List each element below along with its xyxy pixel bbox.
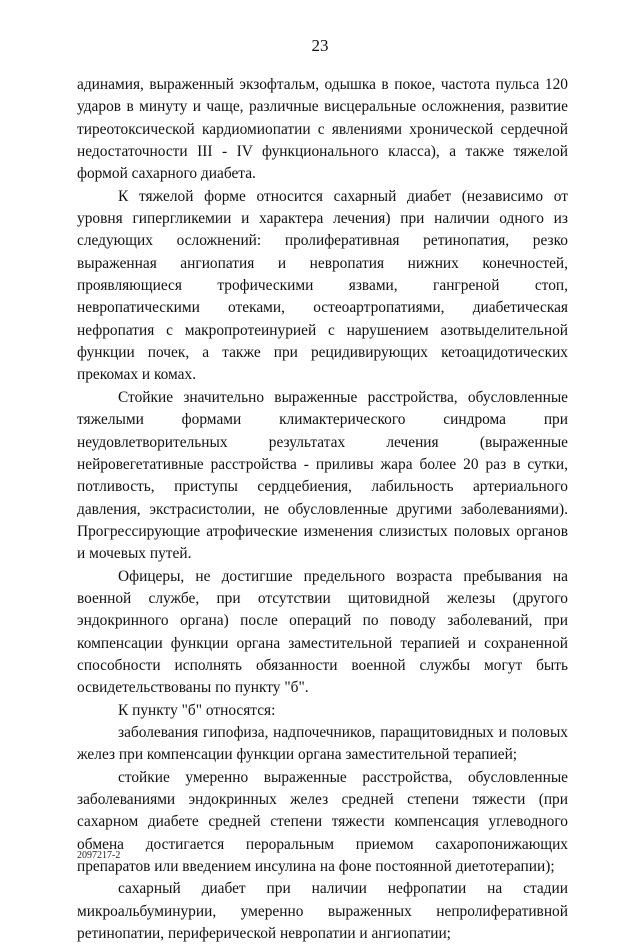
document-code: 2097217-2 xyxy=(77,850,121,861)
paragraph-2: К тяжелой форме относится сахарный диабет (независимо от уровня гипергликемии и характера лечения) при наличии одного из следующих осложнений: пролиферативная ретинопатия, резко выраженная ангиопатия и невропатия нижних конечностей, проявляющиеся трофическими язвами, гангреной стоп, невропатическими отеками, остеоартропатиями, диабетическая нефропатия с макропротеинурией с нарушением азотвыделительной функции почек, а также при рецидивирующих кетоацидотических прекомах и комах. xyxy=(77,187,568,384)
paragraph-5: К пункту "б" относятся: xyxy=(118,701,276,719)
paragraph-7: стойкие умеренно выраженные расстройства, обусловленные заболеваниями эндокринных желез средней степени тяжести (при сахарном диабете средней степени тяжести компенсация углеводного обмена достигается пероральным приемом сахаропонижающих препаратов или введением инсулина на фоне постоянной диетотерапии); xyxy=(77,768,568,876)
document-body xyxy=(77,74,568,945)
paragraph-8: сахарный диабет при наличии нефропатии на стадии микроальбуминурии, умеренно выраженных непролиферативной ретинопатии, периферической невропатии и ангиопатии; xyxy=(77,880,568,943)
paragraph-4: Офицеры, не достигшие предельного возраста пребывания на военной службе, при отсутствии щитовидной железы (другого эндокринного органа) после операций по поводу заболеваний, при компенсации функции органа заместительной терапией и сохраненной способности исполнять обязанности военной службы могут быть освидетельствованы по пункту "б". xyxy=(77,567,568,697)
paragraph-3: Стойкие значительно выраженные расстройства, обусловленные тяжелыми формами климактерического синдрома при неудовлетворительных результатах лечения (выраженные нейровегетативные расстройства - приливы жара более 20 раз в сутки, потливость, приступы сердцебиения, лабильность артериального давления, экстрасистолии, не обусловленные другими заболеваниями). Прогрессирующие атрофические изменения слизистых половых органов и мочевых путей. xyxy=(77,388,568,563)
paragraph-6: заболевания гипофиза, надпочечников, паращитовидных и половых желез при компенсации функции органа заместительной терапией; xyxy=(77,723,568,764)
page-number: 23 xyxy=(311,36,329,55)
paragraph-1: адинамия, выраженный экзофтальм, одышка в покое, частота пульса 120 ударов в минуту и чаще, различные висцеральные осложнения, развитие тиреотоксической кардиомиопатии с явлениями хронической сердечной недостаточности III - IV функционального класса), а также тяжелой формой сахарного диабета. xyxy=(77,76,568,183)
